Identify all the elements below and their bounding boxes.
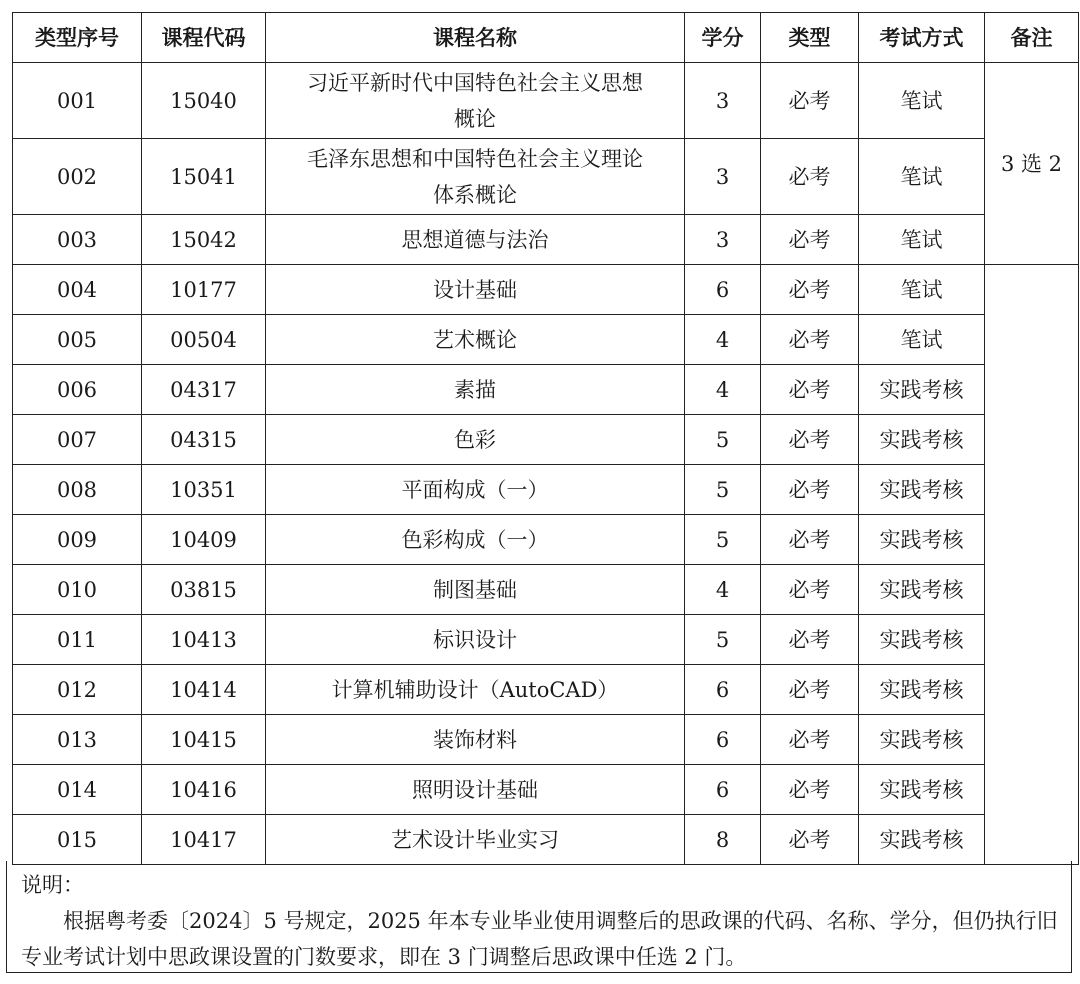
header-course-name: 课程名称 <box>266 13 685 63</box>
cell-type: 必考 <box>761 665 859 715</box>
table-row <box>13 515 1079 565</box>
cell-name-line2: 体系概论 <box>433 182 517 207</box>
cell-type: 必考 <box>761 565 859 615</box>
table-row <box>13 715 1079 765</box>
cell-name: 计算机辅助设计（AutoCAD） <box>266 665 685 715</box>
table-row <box>13 215 1079 265</box>
cell-code: 15042 <box>142 215 266 265</box>
table-row <box>13 315 1079 365</box>
cell-type: 必考 <box>761 715 859 765</box>
cell-exam: 笔试 <box>859 63 985 139</box>
cell-name: 思想道德与法治 <box>266 215 685 265</box>
table-row <box>13 139 1079 215</box>
table-row <box>13 265 1079 315</box>
cell-no: 007 <box>13 415 142 465</box>
cell-exam: 实践考核 <box>859 765 985 815</box>
cell-credit: 5 <box>685 415 761 465</box>
cell-no: 001 <box>13 63 142 139</box>
cell-no: 006 <box>13 365 142 415</box>
cell-credit: 6 <box>685 665 761 715</box>
cell-name: 设计基础 <box>266 265 685 315</box>
cell-credit: 5 <box>685 465 761 515</box>
cell-credit: 3 <box>685 139 761 215</box>
cell-credit: 8 <box>685 815 761 865</box>
table-row <box>13 63 1079 139</box>
cell-no: 015 <box>13 815 142 865</box>
cell-code: 10413 <box>142 615 266 665</box>
header-course-code: 课程代码 <box>142 13 266 63</box>
header-type-no: 类型序号 <box>13 13 142 63</box>
cell-type: 必考 <box>761 139 859 215</box>
cell-type: 必考 <box>761 365 859 415</box>
cell-type: 必考 <box>761 515 859 565</box>
cell-code: 10415 <box>142 715 266 765</box>
cell-credit: 3 <box>685 215 761 265</box>
cell-credit: 4 <box>685 365 761 415</box>
cell-no: 009 <box>13 515 142 565</box>
cell-exam: 实践考核 <box>859 515 985 565</box>
cell-exam: 笔试 <box>859 315 985 365</box>
cell-name: 平面构成（一） <box>266 465 685 515</box>
cell-name: 色彩构成（一） <box>266 515 685 565</box>
cell-type: 必考 <box>761 63 859 139</box>
cell-name: 艺术概论 <box>266 315 685 365</box>
cell-exam: 实践考核 <box>859 715 985 765</box>
cell-credit: 3 <box>685 63 761 139</box>
cell-no: 010 <box>13 565 142 615</box>
cell-code: 10409 <box>142 515 266 565</box>
cell-exam: 实践考核 <box>859 665 985 715</box>
cell-name: 制图基础 <box>266 565 685 615</box>
cell-credit: 6 <box>685 715 761 765</box>
cell-code: 10177 <box>142 265 266 315</box>
cell-type: 必考 <box>761 465 859 515</box>
cell-exam: 实践考核 <box>859 415 985 465</box>
cell-exam: 笔试 <box>859 215 985 265</box>
cell-name <box>266 139 685 215</box>
cell-no: 008 <box>13 465 142 515</box>
cell-code: 15041 <box>142 139 266 215</box>
table-row <box>13 665 1079 715</box>
header-credit: 学分 <box>685 13 761 63</box>
table-row <box>13 565 1079 615</box>
cell-code: 00504 <box>142 315 266 365</box>
cell-no: 005 <box>13 315 142 365</box>
cell-name <box>266 63 685 139</box>
cell-exam: 笔试 <box>859 265 985 315</box>
cell-credit: 4 <box>685 565 761 615</box>
cell-name: 素描 <box>266 365 685 415</box>
cell-name: 艺术设计毕业实习 <box>266 815 685 865</box>
cell-exam: 实践考核 <box>859 565 985 615</box>
cell-credit: 5 <box>685 615 761 665</box>
cell-name-line2: 概论 <box>454 106 496 131</box>
cell-type: 必考 <box>761 815 859 865</box>
cell-name: 色彩 <box>266 415 685 465</box>
cell-code: 04317 <box>142 365 266 415</box>
table-row <box>13 365 1079 415</box>
cell-name: 标识设计 <box>266 615 685 665</box>
cell-exam: 实践考核 <box>859 815 985 865</box>
header-remark: 备注 <box>985 13 1079 63</box>
table-row <box>13 815 1079 865</box>
header-exam-method: 考试方式 <box>859 13 985 63</box>
cell-type: 必考 <box>761 265 859 315</box>
cell-no: 012 <box>13 665 142 715</box>
cell-exam: 实践考核 <box>859 615 985 665</box>
cell-code: 10414 <box>142 665 266 715</box>
course-table <box>12 12 1079 865</box>
notes-section <box>6 861 1072 973</box>
cell-name: 装饰材料 <box>266 715 685 765</box>
cell-remark-group: 3 选 2 <box>985 63 1079 265</box>
notes-heading: 说明： <box>21 873 84 897</box>
table-header-row <box>13 13 1079 63</box>
cell-type: 必考 <box>761 765 859 815</box>
cell-credit: 5 <box>685 515 761 565</box>
cell-code: 10351 <box>142 465 266 515</box>
cell-code: 10417 <box>142 815 266 865</box>
cell-no: 011 <box>13 615 142 665</box>
cell-type: 必考 <box>761 415 859 465</box>
header-type: 类型 <box>761 13 859 63</box>
cell-exam: 实践考核 <box>859 465 985 515</box>
notes-body: 根据粤考委〔2024〕5 号规定，2025 年本专业毕业使用调整后的思政课的代码、名称、学分，但仍执行旧专业考试计划中思政课设置的门数要求，即在 3 门调整后思政课中任选 2 门。 <box>21 909 1058 969</box>
cell-no: 013 <box>13 715 142 765</box>
cell-code: 04315 <box>142 415 266 465</box>
cell-name: 照明设计基础 <box>266 765 685 815</box>
cell-exam: 笔试 <box>859 139 985 215</box>
table-row <box>13 465 1079 515</box>
cell-no: 003 <box>13 215 142 265</box>
table-row <box>13 615 1079 665</box>
cell-type: 必考 <box>761 215 859 265</box>
cell-no: 014 <box>13 765 142 815</box>
cell-name-line1: 习近平新时代中国特色社会主义思想 <box>307 70 643 95</box>
cell-no: 004 <box>13 265 142 315</box>
cell-name-line1: 毛泽东思想和中国特色社会主义理论 <box>307 146 643 171</box>
cell-type: 必考 <box>761 615 859 665</box>
table-row <box>13 765 1079 815</box>
cell-code: 03815 <box>142 565 266 615</box>
cell-credit: 6 <box>685 265 761 315</box>
table-row <box>13 415 1079 465</box>
cell-remark-empty <box>985 265 1079 865</box>
cell-no: 002 <box>13 139 142 215</box>
cell-type: 必考 <box>761 315 859 365</box>
cell-code: 10416 <box>142 765 266 815</box>
cell-code: 15040 <box>142 63 266 139</box>
cell-exam: 实践考核 <box>859 365 985 415</box>
cell-credit: 6 <box>685 765 761 815</box>
cell-credit: 4 <box>685 315 761 365</box>
